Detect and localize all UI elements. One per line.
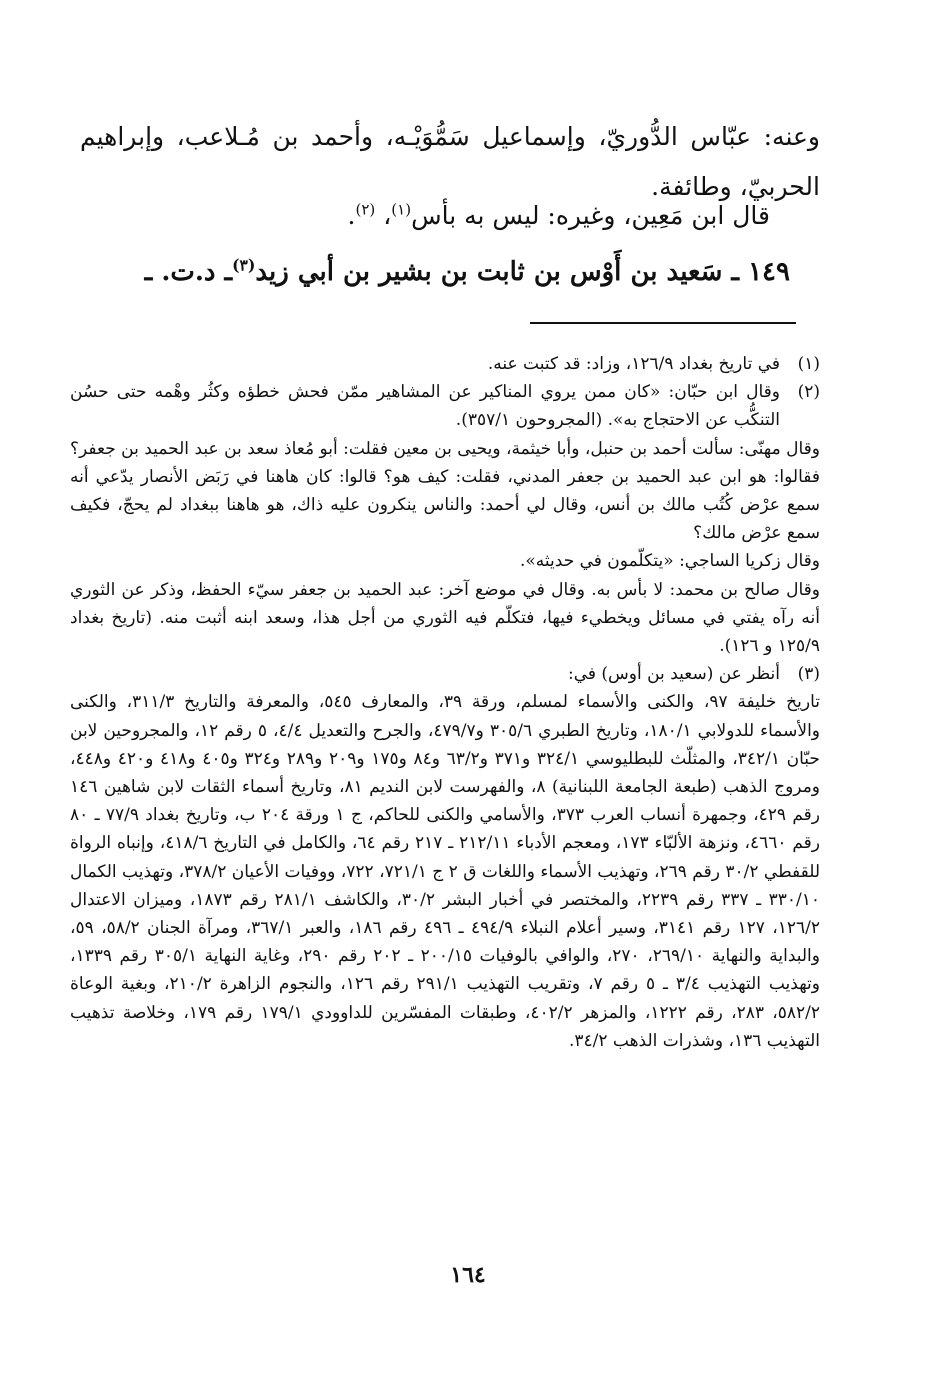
opinion-period: . (347, 201, 356, 230)
footnote-3 (70, 660, 820, 688)
opinion-text: قال ابن مَعِين، وغيره: ليس به بأس (411, 201, 770, 230)
bio-students-sentence: وعنه: عبّاس الدُّوريّ، وإسماعيل سَمُّوَيْـه، وأحمد بن مُـلاعب، وإبراهيم الحربيّ، وطائفة. (80, 122, 820, 201)
footnote-text: وقال ابن حبّان: «كان ممن يروي المناكير عن المشاهير ممّن فحش خطؤه وكثُر وهْمه حتى حسُن التنكُّب عن الاحتجاج به». (المجروحون ٣٥٧/١). (70, 382, 780, 431)
footnote-text: في تاريخ بغداد ١٢٦/٩، وزاد: قد كتبت عنه. (487, 354, 780, 374)
footnote-number: (١) (797, 354, 820, 374)
footnote-number: (٣) (797, 664, 820, 685)
footnote-1 (70, 350, 820, 378)
footnote-2-paragraph: وقال مهنّى: سألت أحمد بن حنبل، وأبا خيثمة، ويحيى بن معين فقلت: أبو مُعاذ سعد بن عبد الحميد بن جعفر؟ فقالوا: هو ابن عبد الحميد بن جعفر المدني، فقلت: كيف هو؟ قالوا: كان هاهنا في رَبَض الأنصار يدّعي أنه سمع عرْض كُتُب مالك بن أنس، وقال لي أحمد: والناس ينكرون عليه ذاك، هو هاهنا ببغداد لم يحجّ، فكيف سمع عرْض مالك؟ (70, 438, 820, 544)
entry-heading-text: ١٤٩ ـ سَعيد بن أَوْس بن ثابت بن بشير بن أبي زيد (255, 257, 790, 287)
footnote-2-paragraph: وقال زكريا الساجي: «يتكلّمون في حديثه». (519, 551, 820, 572)
footnote-2 (70, 378, 820, 434)
footnote-number: (٢) (797, 382, 820, 403)
footnote-3-sources: تاريخ خليفة ٩٧، والكنى والأسماء لمسلم، ورقة ٣٩، والمعارف ٥٤٥، والمعرفة والتاريخ ٣١١/٣، والكنى والأسماء للدولابي ١٨٠/١، وتاريخ الطبري ٣٠٥/٦ و٤٧٩/٧، والجرح والتعديل ٤/٤، ٥ رقم ١٢، والمجروحين لابن حبّان ٣٤٢/١، والمثلّث للبطليوسي ٣٢٤/١ و٣٧١ و٦٣/٢ و٨٤ و١٧٥ و٢٠٩ و٢٨٩ و٣٢٤ و٤٠٥ و٤١٨ و٤٢٠ و٤٤٨، ومروج الذهب (طبعة الجامعة اللبنانية) ٨، والفهرست لابن النديم ٨١، وتاريخ أسماء الثقات لابن شاهين ١٤٦ رقم ٤٢٩، وجمهرة أنساب العرب ٣٧٣، والأسامي والكنى للحاكم، ج ١ ورقة ٢٠٤ ب، وتاريخ بغداد ٧٧/٩ ـ ٨٠ رقم ٤٦٦٠، ونزهة الألبّاء ١٧٣، ومعجم الأدباء ٢١٢/١١ ـ ٢١٧ رقم ٦٤، والكامل في التاريخ ٤١٨/٦، وإنباه الرواة للقفطي ٣٠/٢ رقم ٢٦٩، وتهذيب الأسماء واللغات ق ٢ ج ٧٢١/١، ٧٢٢، ووفيات الأعيان ٣٧٨/٢، وتهذيب الكمال ٣٣٠/١٠ ـ ٣٣٧ رقم ٢٢٣٩، والمختصر في أخبار البشر ٣٠/٢، والكاشف ٢٨١/١ رقم ١٨٧٣، وميزان الاعتدال ١٢٦/٢، ١٢٧ رقم ٣١٤١، وسير أعلام النبلاء ٤٩٤/٩ ـ ٤٩٦ رقم ١٨٦، والعبر ٣٦٧/١، ومرآة الجنان ٥٨/٢، ٥٩، والبداية والنهاية ٢٦٩/١٠، ٢٧٠، والوافي بالوفيات ٢٠٠/١٥ ـ ٢٠٢ رقم ٢٩٠، وغاية النهاية ٣٠٥/١ رقم ١٣٣٩، وتهذيب التهذيب ٣/٤ ـ ٥ رقم ٧، وتقريب التهذيب ٢٩١/١ رقم ١٢٦، والنجوم الزاهرة ٢١٠/٢، وبغية الوعاة ٥٨٢/٢، ٢٨٣، رقم ١٢٢٢، والمزهر ٤٠٢/٢، وطبقات المفسّرين للداوودي ١٧٩/١ رقم ١٧٩، وخلاصة تذهيب التهذيب ١٣٦، وشذرات الذهب ٣٤/٢. (70, 692, 821, 1051)
footnote-ref-3[interactable]: (٣) (232, 255, 256, 275)
footnote-ref-1[interactable]: (١) (391, 200, 412, 219)
footnote-divider (530, 322, 796, 324)
opinion-comma: ، (375, 201, 392, 230)
entry-sigla: ـ د.ت. ـ (144, 257, 233, 287)
entry-heading (80, 250, 820, 294)
footnote-2-paragraph: وقال صالح بن محمد: لا بأس به. وقال في موضع آخر: عبد الحميد بن جعفر سيّء الحفظ، وذكر عن الثوري أنه رآه يفتي في مسائل ويخطيء فيها، فتكلّم فيه الثوري من أجل هذا، وسعد ابنه أثبت منه. (تاريخ بغداد ١٢٥/٩ و ١٢٦). (70, 579, 820, 657)
footnote-text: أنظر عن (سعيد بن أوس) في: (567, 664, 780, 685)
bio-opinion-line (80, 196, 820, 236)
footnotes-section (70, 350, 820, 1055)
page-number: ١٦٤ (450, 1262, 486, 1288)
footnote-ref-2[interactable]: (٢) (355, 200, 376, 219)
